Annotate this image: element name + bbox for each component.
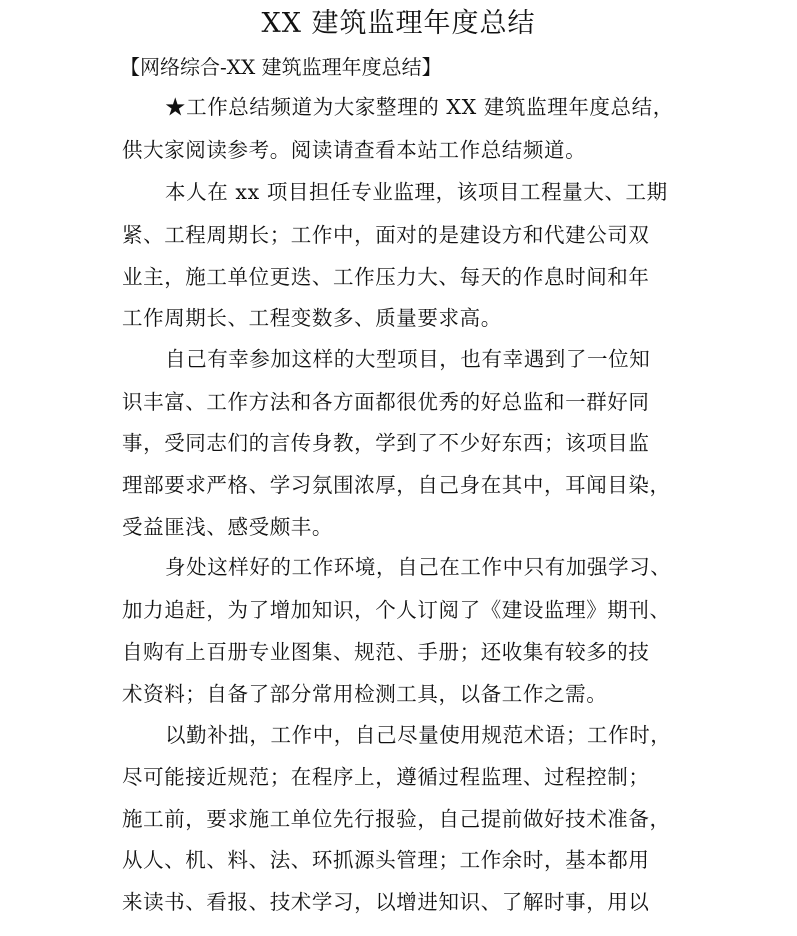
source-line: 【网络综合-XX 建筑监理年度总结】 [120,55,442,79]
text-line: 业主，施工单位更迭、工作压力大、每天的作息时间和年 [122,265,650,289]
text-line: 理部要求严格、学习氛围浓厚，自己身在其中，耳闻目染， [122,473,671,497]
text-line: 来读书、看报、技术学习，以增进知识、了解时事，用以 [122,890,650,914]
text-line: 本人在 xx 项目担任专业监理，该项目工程量大、工期 [165,180,668,204]
text-line: 从人、机、料、法、环抓源头管理；工作余时，基本都用 [122,848,650,872]
text-line: 施工前，要求施工单位先行报验，自己提前做好技术准备， [122,807,671,831]
text-line: 工作周期长、工程变数多、质量要求高。 [122,306,502,330]
text-line: 身处这样好的工作环境，自己在工作中只有加强学习、 [165,555,672,579]
text-line: 自己有幸参加这样的大型项目，也有幸遇到了一位知 [165,347,651,371]
text-line: 事，受同志们的言传身教，学到了不少好东西；该项目监 [122,431,650,455]
document-title: XX 建筑监理年度总结 [261,8,536,39]
text-line: ★工作总结频道为大家整理的 XX 建筑监理年度总结， [165,95,674,119]
text-line: 尽可能接近规范；在程序上，遵循过程监理、过程控制； [122,765,650,789]
text-line: 术资料；自备了部分常用检测工具，以备工作之需。 [122,682,608,706]
text-line: 紧、工程周期长；工作中，面对的是建设方和代建公司双 [122,223,650,247]
text-line: 供大家阅读参考。阅读请查看本站工作总结频道。 [122,138,587,162]
text-line: 识丰富、工作方法和各方面都很优秀的好总监和一群好同 [122,390,650,414]
text-line: 自购有上百册专业图集、规范、手册；还收集有较多的技 [122,640,650,664]
text-line: 受益匪浅、感受颇丰。 [122,515,333,539]
text-line: 加力追赶，为了增加知识，个人订阅了《建设监理》期刊、 [122,598,671,622]
text-line: 以勤补拙，工作中，自己尽量使用规范术语；工作时， [165,723,672,747]
